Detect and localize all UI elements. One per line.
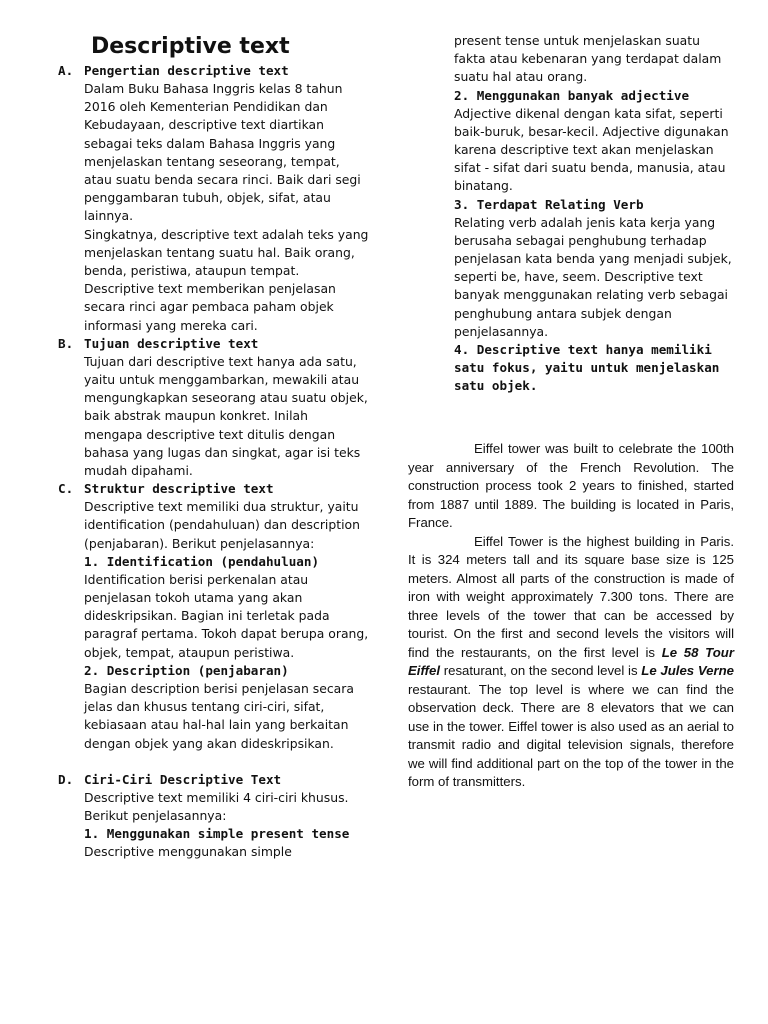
eiffel-essay <box>408 440 734 792</box>
section-c-title: Struktur descriptive text <box>84 481 274 497</box>
identification-heading: 1. Identification (pendahuluan) <box>84 553 320 569</box>
adjective-heading: 2. Menggunakan banyak adjective <box>454 87 690 103</box>
page-title: Descriptive text <box>91 34 290 59</box>
essay-paragraph-2-part-1: Eiffel Tower is the highest building in Paris. It is 324 meters tall and its square base size is 125 meters. Almost all parts of the construction is made of iron with weight approximately 7.300 tons. There are three levels of the tower that can be accessed by tourist. On the first and second levels the visitors will find the restaurants, on the first level is <box>408 533 734 660</box>
restaurant-name-2: Le Jules Verne <box>641 663 734 679</box>
section-a-heading <box>58 62 370 80</box>
section-b-title: Tujuan descriptive text <box>84 335 259 351</box>
section-a-title: Pengertian descriptive text <box>84 63 289 78</box>
description-heading: 2. Description (penjabaran) <box>84 662 289 678</box>
simple-present-heading: 1. Menggunakan simple present tense <box>84 826 350 842</box>
section-d-heading <box>58 771 370 789</box>
simple-present-text-start: Descriptive menggunakan simple <box>84 844 292 860</box>
essay-paragraph-1: Eiffel tower was built to celebrate the 100th year anniversary of the French Revolution. The construction process took 2 years to finished, started from 1887 until 1889. The building is located in Paris, France. <box>408 441 734 531</box>
section-c-heading <box>58 480 370 498</box>
section-d-paragraph: Descriptive text memiliki 4 ciri-ciri khusus. Berikut penjelasannya: <box>84 789 349 823</box>
relating-verb-heading: 3. Terdapat Relating Verb <box>454 196 644 212</box>
section-d-letter: D. <box>58 771 74 787</box>
section-a-letter: A. <box>58 63 74 78</box>
description-text: Bagian description berisi penjelasan secara jelas dan khusus tentang ciri-ciri, sifat, kebiasaan atau hal-hal lain yang berkaitan dengan objek yang akan dideskripsikan. <box>84 680 354 751</box>
section-a-paragraph-2: Singkatnya, descriptive text adalah teks yang menjelaskan tentang suatu hal. Baik orang, benda, peristiwa, ataupun tempat. Descriptive text memberikan penjelasan secara rinci agar pembaca paham objek informasi yang mereka cari. <box>84 226 369 333</box>
single-focus-heading: 4. Descriptive text hanya memiliki satu fokus, yaitu untuk menjelaskan satu objek. <box>454 342 720 394</box>
section-b-letter: B. <box>58 335 74 351</box>
section-c-letter: C. <box>58 481 74 497</box>
essay-paragraph-2 <box>408 533 734 792</box>
section-c-paragraph: Descriptive text memiliki dua struktur, yaitu identification (pendahuluan) dan description (penjabaran). Berikut penjelasannya: <box>84 499 360 551</box>
simple-present-text-continued: present tense untuk menjelaskan suatu fakta atau kebenaran yang terdapat dalam suatu hal atau orang. <box>454 33 722 85</box>
section-b-paragraph: Tujuan dari descriptive text hanya ada satu, yaitu untuk menggambarkan, mewakili atau mengungkapkan seseorang atau suatu objek, baik abstrak maupun konkret. Inilah mengapa descriptive text ditulis dengan bahasa yang lugas dan singkat, agar isi teks mudah dipahami. <box>84 353 368 479</box>
left-column <box>58 32 370 861</box>
section-b-heading <box>58 335 370 353</box>
restaurant-name-1: Le 58 Tour Eiffel <box>408 644 734 679</box>
relating-verb-text: Relating verb adalah jenis kata kerja yang berusaha sebagai penghubung terhadap penjelasan kata benda yang menjadi subjek, seperti be, have, seem. Descriptive text banyak menggunakan relating verb sebagai penghubung antara subjek dengan penjelasannya. <box>454 214 732 339</box>
essay-paragraph-2-part-2: resaturant, on the second level is <box>440 663 642 679</box>
adjective-text: Adjective dikenal dengan kata sifat, seperti baik-buruk, besar-kecil. Adjective digunakan karena descriptive text akan menjelaskan sifat - sifat dari suatu benda, manusia, atau binatang. <box>454 105 729 194</box>
identification-text: Identification berisi perkenalan atau penjelasan tokoh utama yang akan dideskripsikan. Bagian ini terletak pada paragraf pertama. Tokoh dapat berupa orang, objek, tempat, ataupun peristiwa. <box>84 571 369 660</box>
right-column <box>408 32 734 792</box>
essay-paragraph-2-part-3: restaurant. The top level is where we can find the observation deck. There are 8 elevators that we can use in the tower. Eiffel tower is also used as an aerial to transmit radio and digital television signals, therefore we will find additional part on the top of the tower in the form of transmitters. <box>408 681 734 790</box>
section-a-paragraph-1: Dalam Buku Bahasa Inggris kelas 8 tahun 2016 oleh Kementerian Pendidikan dan Kebudayaan, descriptive text diartikan sebagai teks dalam Bahasa Inggris yang menjelaskan tentang seseorang, tempat, atau suatu benda secara rinci. Baik dari segi penggambaran tubuh, objek, sifat, atau lainnya. <box>84 81 361 224</box>
section-d-title: Ciri-Ciri Descriptive Text <box>84 771 282 787</box>
